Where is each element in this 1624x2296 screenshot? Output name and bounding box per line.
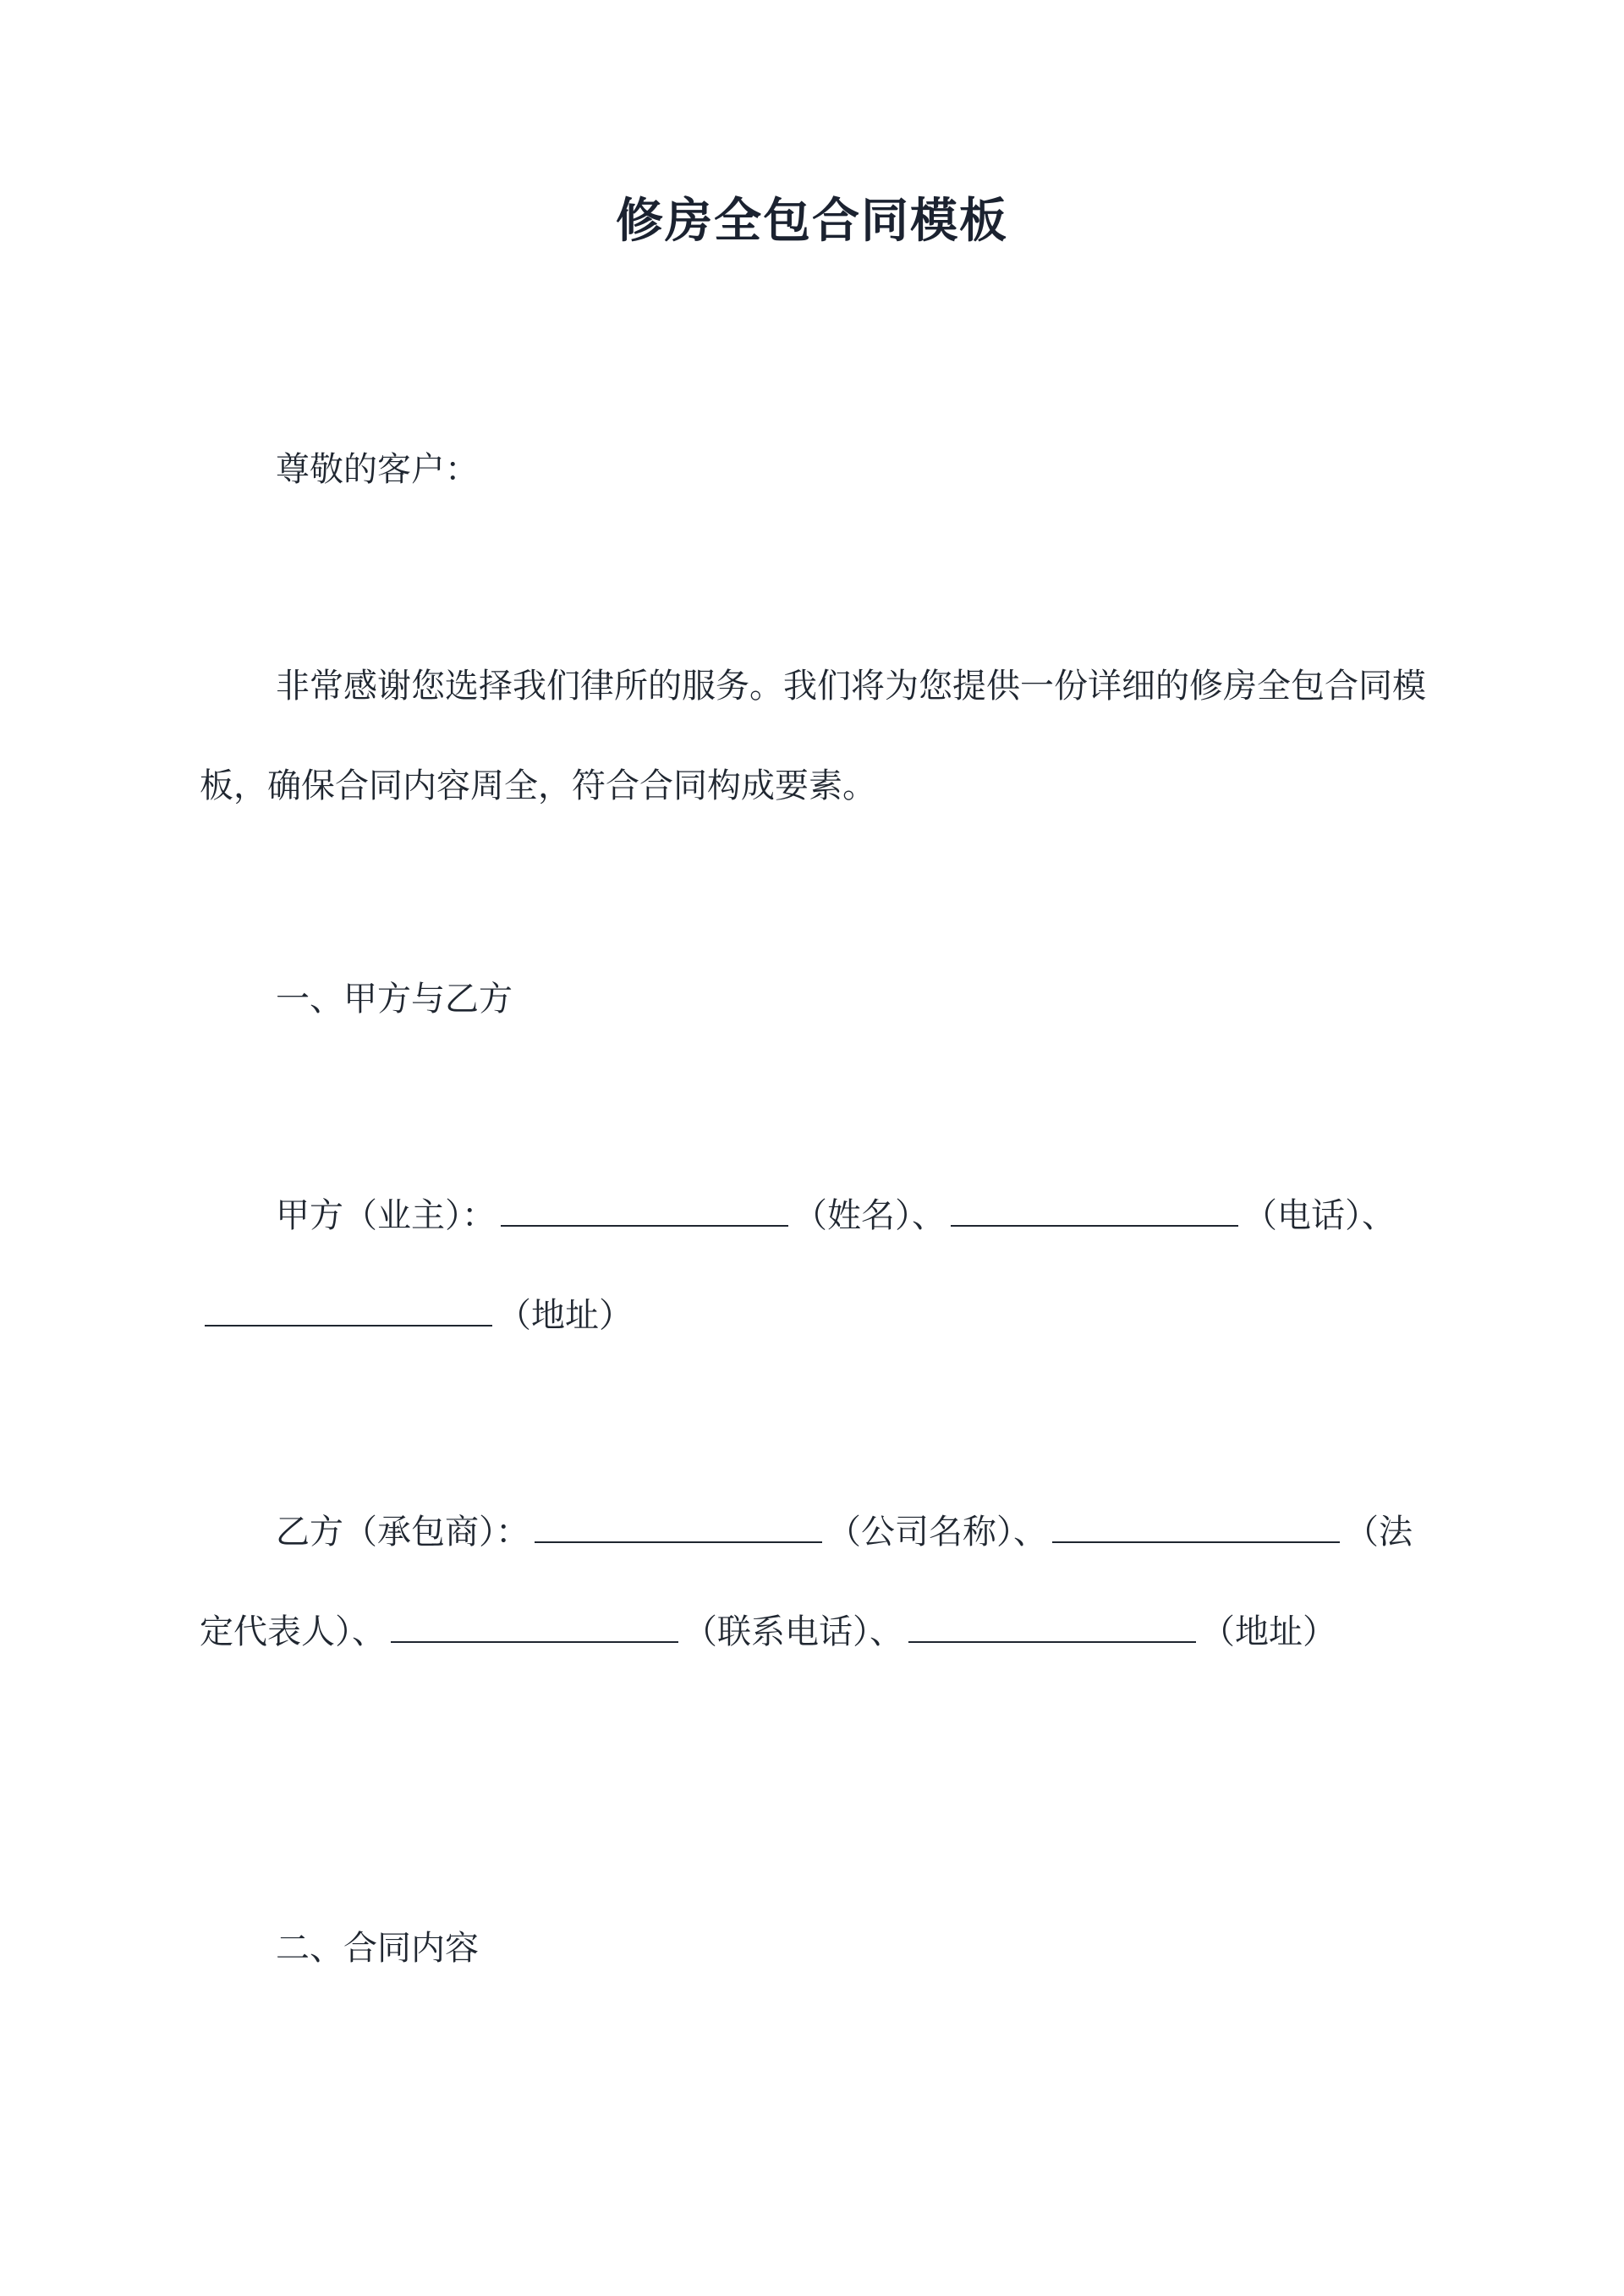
intro-paragraph: 非常感谢您选择我们律所的服务。我们将为您提供一份详细的修房全包合同模板，确保合同内容周全，符合合同构成要素。 [200, 667, 1426, 805]
party-b-rep-blank[interactable] [1052, 1511, 1340, 1543]
party-b-paragraph [200, 1482, 1426, 1682]
party-b-address-label: （地址） [1201, 1612, 1336, 1651]
party-a-name-label: （姓名）、 [793, 1196, 946, 1235]
party-a-name-blank[interactable] [501, 1195, 788, 1227]
party-b-company-blank[interactable] [535, 1511, 822, 1543]
salutation: 尊敬的客户： [276, 450, 479, 489]
party-a-phone-label: （电话）、 [1243, 1196, 1396, 1235]
document-title: 修房全包合同模板 [616, 193, 1008, 249]
party-a-prefix: 甲方（业主）： [276, 1196, 496, 1235]
party-a-address-blank[interactable] [205, 1294, 492, 1327]
party-b-prefix: 乙方（承包商）： [276, 1513, 529, 1552]
party-a-address-label: （地址） [497, 1296, 633, 1335]
section-1-heading: 一、甲方与乙方 [276, 980, 513, 1019]
party-b-address-blank[interactable] [908, 1611, 1196, 1643]
party-a-paragraph [200, 1166, 1426, 1365]
party-b-phone-blank[interactable] [391, 1611, 678, 1643]
section-2-heading: 二、合同内容 [276, 1929, 479, 1968]
party-b-company-label: （公司名称）、 [827, 1513, 1047, 1552]
party-b-rep-label: （法定代表人）、 [200, 1513, 1413, 1651]
party-a-phone-blank[interactable] [951, 1195, 1238, 1227]
party-b-phone-label: （联系电话）、 [683, 1612, 903, 1651]
